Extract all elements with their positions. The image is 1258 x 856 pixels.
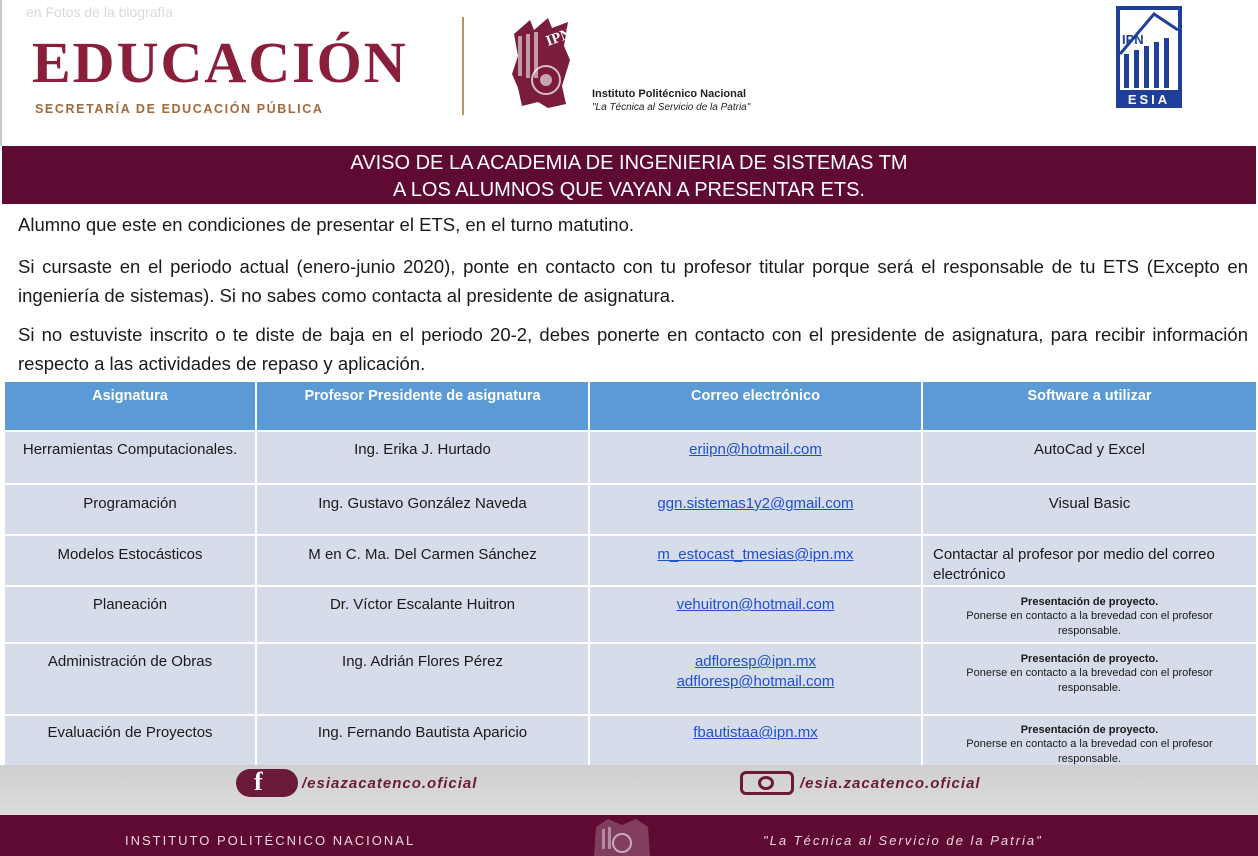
page-header xyxy=(0,0,1258,146)
professor-cell: Ing. Erika J. Hurtado xyxy=(256,431,589,484)
professor-cell: Dr. Víctor Escalante Huitron xyxy=(256,586,589,643)
software-cell xyxy=(922,715,1257,768)
svg-text:IPN: IPN xyxy=(1122,32,1144,47)
table-row xyxy=(4,643,1257,715)
software-cell: Contactar al profesor por medio del correo electrónico xyxy=(922,535,1257,586)
subject-cell: Modelos Estocásticos xyxy=(4,535,256,586)
subject-cell: Administración de Obras xyxy=(4,643,256,715)
current-period-paragraph: Si cursaste en el periodo actual (enero-junio 2020), ponte en contacto con tu profesor titular porque será el responsable de tu ETS (Excepto en ingeniería de sistemas). Si no sabes como contacta al presidente de asignatura. xyxy=(18,256,1248,306)
sep-logo-title: EDUCACIÓN xyxy=(32,30,408,95)
professor-cell: Ing. Fernando Bautista Aparicio xyxy=(256,715,589,768)
email-link[interactable]: adfloresp@ipn.mx xyxy=(694,653,817,670)
email-cell xyxy=(589,643,922,715)
note-title: Presentación de proyecto. xyxy=(1020,596,1159,608)
email-link[interactable]: ggn.sistemas1y2@gmail.com xyxy=(657,495,854,512)
email-cell xyxy=(589,715,922,768)
software-cell: AutoCad y Excel xyxy=(922,431,1257,484)
header-divider xyxy=(462,17,464,115)
footer-institute: INSTITUTO POLITÉCNICO NACIONAL xyxy=(125,833,416,848)
software-cell: Visual Basic xyxy=(922,484,1257,535)
table-row xyxy=(4,715,1257,768)
subject-cell: Planeación xyxy=(4,586,256,643)
ipn-motto: "La Técnica al Servicio de la Patria" xyxy=(592,102,751,113)
not-enrolled-paragraph: Si no estuviste inscrito o te diste de baja en el periodo 20-2, debes ponerte en contacto con el presidente de asignatura, para recibir información respecto a las actividades de repaso y aplicación. xyxy=(18,324,1248,374)
esia-logo-icon xyxy=(1114,4,1184,110)
announcement-banner xyxy=(2,146,1256,204)
email-cell xyxy=(589,535,922,586)
email-cell xyxy=(589,484,922,535)
subject-cell: Evaluación de Proyectos xyxy=(4,715,256,768)
note-body: Ponerse en contacto a la brevedad con el profesor responsable. xyxy=(966,667,1213,694)
instagram-handle[interactable]: /esia.zacatenco.oficial xyxy=(800,775,981,792)
banner-line-2: A LOS ALUMNOS QUE VAYAN A PRESENTAR ETS. xyxy=(393,179,865,201)
professor-cell: Ing. Adrián Flores Pérez xyxy=(256,643,589,715)
table-row xyxy=(4,484,1257,535)
header-professor: Profesor Presidente de asignatura xyxy=(256,381,589,431)
email-link-secondary[interactable]: adfloresp@hotmail.com xyxy=(676,673,835,690)
subjects-table xyxy=(3,380,1258,769)
email-link[interactable]: m_estocast_tmesias@ipn.mx xyxy=(657,546,854,563)
email-cell xyxy=(589,586,922,643)
note-body: Ponerse en contacto a la brevedad con el profesor responsable. xyxy=(966,610,1213,637)
software-cell xyxy=(922,643,1257,715)
ipn-crest-footer-icon xyxy=(584,817,660,856)
note-title: Presentación de proyecto. xyxy=(1020,653,1159,665)
subject-cell: Herramientas Computacionales. xyxy=(4,431,256,484)
ipn-crest-icon xyxy=(508,16,576,110)
professor-cell: M en C. Ma. Del Carmen Sánchez xyxy=(256,535,589,586)
sep-logo-subtitle: SECRETARÍA DE EDUCACIÓN PÚBLICA xyxy=(35,102,324,116)
facebook-letter-icon: f xyxy=(254,767,263,796)
social-footer xyxy=(0,765,1258,815)
software-cell xyxy=(922,586,1257,643)
header-email: Correo electrónico xyxy=(589,381,922,431)
header-subject: Asignatura xyxy=(4,381,256,431)
banner-line-1: AVISO DE LA ACADEMIA DE INGENIERIA DE SISTEMAS TM xyxy=(350,152,908,174)
table-row xyxy=(4,586,1257,643)
svg-text:IPN: IPN xyxy=(543,25,574,50)
table-header-row xyxy=(4,381,1257,431)
facebook-icon[interactable] xyxy=(236,769,298,797)
instagram-lens-icon xyxy=(758,776,774,790)
email-link[interactable]: vehuitron@hotmail.com xyxy=(676,596,835,613)
table-row xyxy=(4,535,1257,586)
intro-paragraph: Alumno que este en condiciones de presentar el ETS, en el turno matutino. xyxy=(18,214,635,235)
footer-motto: "La Técnica al Servicio de la Patria" xyxy=(763,833,1043,848)
institution-footer xyxy=(0,815,1258,856)
note-title: Presentación de proyecto. xyxy=(1020,724,1159,736)
svg-text:ESIA: ESIA xyxy=(1127,92,1171,107)
email-cell xyxy=(589,431,922,484)
email-link[interactable]: eriipn@hotmail.com xyxy=(689,441,822,458)
ipn-name: Instituto Politécnico Nacional xyxy=(592,88,747,100)
table-row xyxy=(4,431,1257,484)
faded-caption: en Fotos de la biografía xyxy=(26,4,174,20)
subject-cell: Programación xyxy=(4,484,256,535)
professor-cell: Ing. Gustavo González Naveda xyxy=(256,484,589,535)
email-link[interactable]: fbautistaa@ipn.mx xyxy=(693,724,818,741)
note-body: Ponerse en contacto a la brevedad con el profesor responsable. xyxy=(966,738,1213,765)
header-software: Software a utilizar xyxy=(922,381,1257,431)
facebook-handle[interactable]: /esiazacatenco.oficial xyxy=(302,775,478,792)
